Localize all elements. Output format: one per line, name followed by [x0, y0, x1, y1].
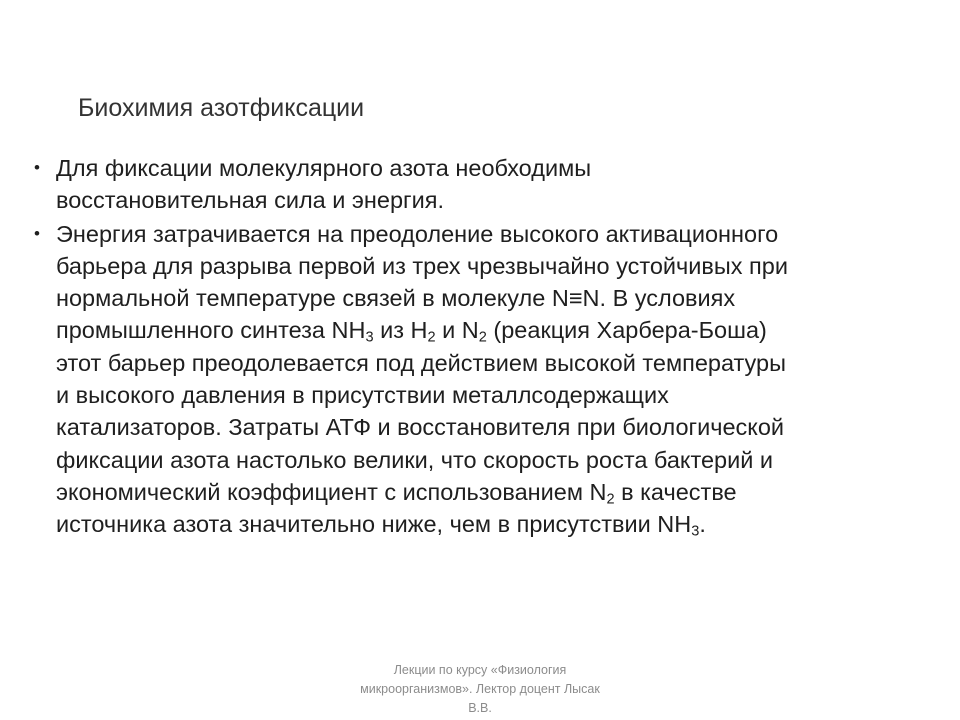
bullet-1-line-1: Для фиксации молекулярного азота необходимы [56, 155, 592, 181]
bullet-2-line-10: источника азота значительно ниже, чем в присутствии $NH_3$. [56, 511, 706, 540]
bullet-1-line-2: восстановительная сила и энергия. [56, 187, 444, 214]
bullet-2-line-9: экономический коэффициент с использованием $N_2$ в качестве [56, 478, 737, 508]
bullet-2-line-2: барьера для разрыва первой из трех чрезвычайно устойчивых при [56, 252, 788, 279]
bullet-item-2 [34, 218, 926, 541]
bullet-2-line-7: катализаторов. Затраты АТФ и восстановителя при биологической [56, 414, 785, 441]
bullet-2-line-3: нормальной температуре связей в молекуле N≡N. В условиях [56, 285, 736, 312]
bullet-list [34, 152, 926, 542]
bullet-icon: • [34, 223, 40, 243]
bullet-2-line-6: и высокого давления в присутствии металлсодержащих [56, 382, 669, 409]
bullet-2-line-1: Энергия затрачивается на преодоление высокого активационного [56, 220, 779, 247]
bullet-2-line-4: промышленного синтеза $NH_3$ из $H_2$ и $N_2$ (реакция Харбера-Боша) [56, 317, 767, 347]
bullet-2-line-5: этот барьер преодолевается под действием высокой температуры [56, 349, 786, 376]
footer-line-3: В.В. [468, 701, 492, 715]
bullet-item-1 [34, 152, 926, 217]
slide-title: Биохимия азотфиксации [78, 94, 365, 122]
bullet-2-line-8: фиксации азота настолько велики, что скорость роста бактерий и [56, 446, 774, 473]
footer-line-1: Лекции по курсу «Физиология [393, 663, 567, 677]
bullet-icon: • [34, 158, 40, 177]
footer [320, 661, 640, 718]
footer-line-2: микроорганизмов». Лектор доцент Лысак [360, 682, 600, 696]
